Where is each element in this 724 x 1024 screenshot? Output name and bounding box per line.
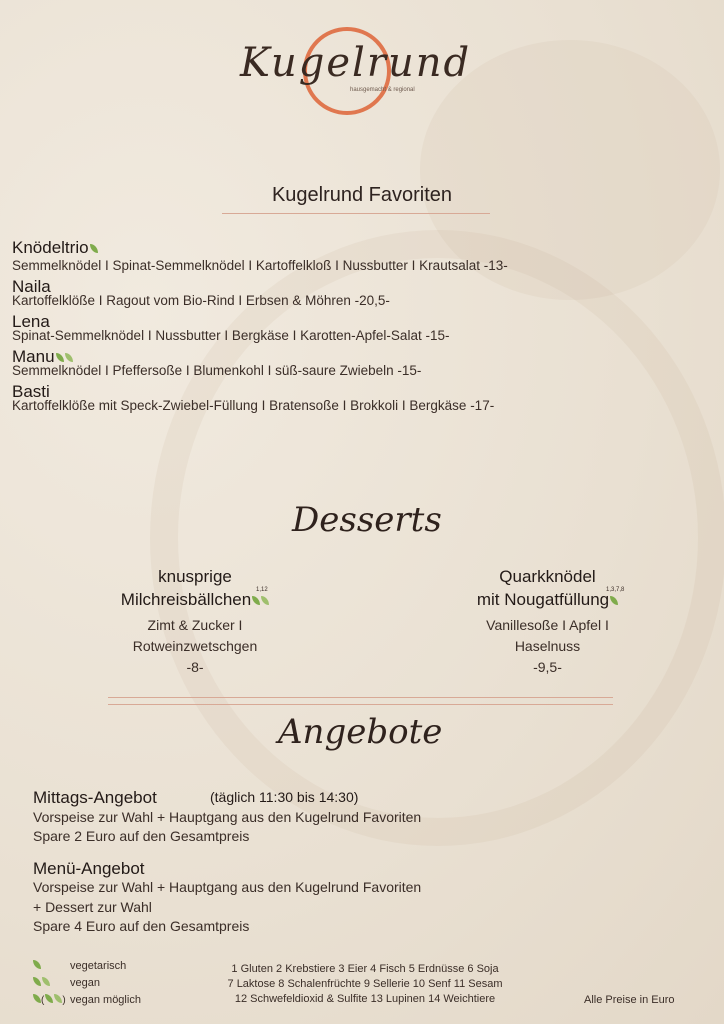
dessert-desc-line1: Vanillesoße I Apfel I [486,617,609,633]
lunch-offer-hours: (täglich 11:30 bis 14:30) [210,789,359,805]
dish-description: Kartoffelklöße mit Speck-Zwiebel-Füllung I Bratensoße I Brokkoli I Bergkäse -17- [12,398,495,413]
dessert-name-line1: Quarkknödel [499,567,596,586]
dessert-item [445,565,650,678]
dish-name: Basti [12,382,50,401]
legend-vegetarian: vegetarisch [32,960,41,972]
legend-vegan: vegan [32,977,50,989]
vegetarian-leaf-icon [33,994,41,1003]
dessert-item [100,565,290,678]
allergen-line: 7 Laktose 8 Schalenfrüchte 9 Sellerie 10 Senf 11 Sesam [227,978,503,990]
dessert-desc-line2: Rotweinzwetschgen [132,638,258,654]
dish-description: Semmelknödel I Spinat-Semmelknödel I Kartoffelkloß I Nussbutter I Krautsalat -13- [12,258,508,273]
menu-offer-line: Spare 4 Euro auf den Gesamtpreis [33,918,250,934]
logo-tagline: hausgemacht & regional [350,87,415,93]
vegan-leaf-icon [65,353,73,362]
vegetarian-leaf-icon [610,596,618,605]
menu-offer-line: Vorspeise zur Wahl + Hauptgang aus den Kugelrund Favoriten [33,879,422,895]
favorites-divider [222,213,490,214]
dessert-price: -9,5- [533,659,562,675]
dessert-desc-line1: Zimt & Zucker I [147,617,243,633]
vegan-leaf-icon [252,596,260,605]
dessert-name-line2: mit Nougatfüllung [445,588,650,611]
lunch-offer-line: Vorspeise zur Wahl + Hauptgang aus den Kugelrund Favoriten [33,809,422,825]
vegan-leaf-icon [45,994,53,1003]
menu-offer-line: + Dessert zur Wahl [33,899,152,915]
vegan-leaf-icon [42,977,50,986]
dish-name: Lena [12,312,50,331]
dish-description: Spinat-Semmelknödel I Nussbutter I Bergkäse I Karotten-Apfel-Salat -15- [12,328,450,343]
dish-name: Knödeltrio [12,238,98,258]
legend-vegan-possible: ( ) vegan möglich [32,994,66,1006]
dish-name: Naila [12,277,51,296]
menu-offer-title: Menü-Angebot [33,859,145,878]
vegetarian-leaf-icon [90,244,98,253]
dessert-desc-line2: Haselnuss [514,638,581,654]
dessert-price: -8- [186,659,204,675]
vegetarian-leaf-icon [33,960,41,969]
offers-title: Angebote [278,712,443,752]
vegan-leaf-icon [261,596,269,605]
allergen-list [160,962,570,1007]
lunch-offer-line: Spare 2 Euro auf den Gesamtpreis [33,828,250,844]
desserts-title: Desserts [292,500,442,540]
dish-description: Kartoffelklöße I Ragout vom Bio-Rind I Erbsen & Möhren -20,5- [12,293,390,308]
allergen-superscript: 1,3,7,8 [606,587,625,593]
dish-name: Manu [12,347,73,367]
allergen-superscript: 1,12 [256,587,268,593]
logo-wordmark: Kugelrund [240,40,472,86]
allergen-line: 1 Gluten 2 Krebstiere 3 Eier 4 Fisch 5 Erdnüsse 6 Soja [231,963,499,975]
prices-note: Alle Preise in Euro [584,994,675,1006]
ornamental-divider [108,697,613,705]
dessert-name-line2: Milchreisbällchen [100,588,290,611]
dish-description: Semmelknödel I Pfeffersoße I Blumenkohl I süß-saure Zwiebeln -15- [12,363,422,378]
favorites-title: Kugelrund Favoriten [271,184,453,206]
vegan-leaf-icon [56,353,64,362]
vegan-leaf-icon [33,977,41,986]
lunch-offer-title: Mittags-Angebot [33,788,157,807]
allergen-line: 12 Schwefeldioxid & Sulfite 13 Lupinen 14 Weichtiere [234,993,496,1005]
dessert-name-line1: knusprige [158,567,232,586]
